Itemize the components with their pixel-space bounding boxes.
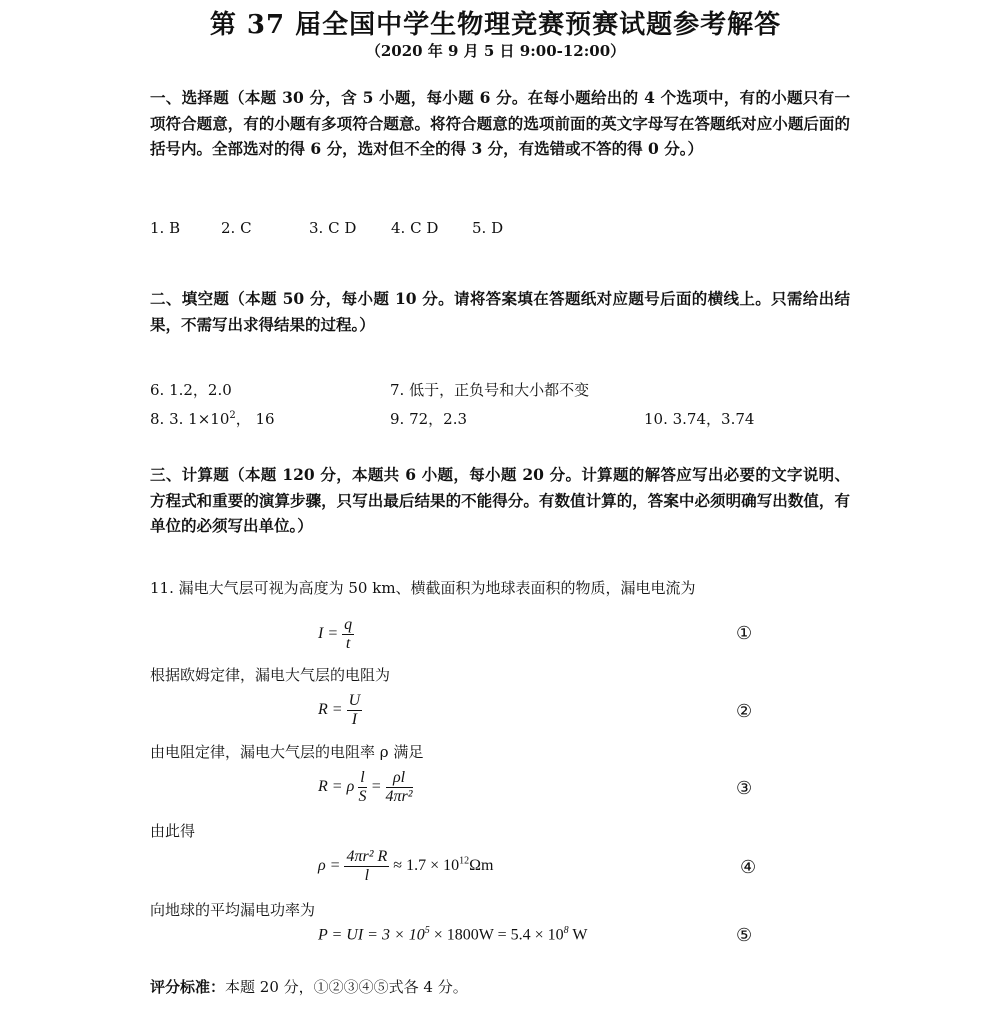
section-1-instructions: 一、选择题（本题 30 分，含 5 小题，每小题 6 分。在每小题给出的 4 个选项中，有的小题只有一项符合题意，有的小题有多项符合题意。将符合题意的选项前面的英文字母写在答题纸对应小题后面的括号内。全部选对的得 6 分，选对但不全的得 3 分，有选错或不答的得 0 分。） bbox=[150, 88, 850, 158]
equation-marker-1: ① bbox=[736, 623, 753, 644]
answer-4: 4. C D bbox=[391, 219, 439, 237]
exam-date: （2020 年 9 月 5 日 9:00-12:00） bbox=[365, 42, 626, 60]
section-3-instructions: 三、计算题（本题 120 分，本题共 6 小题，每小题 20 分。计算题的解答应写出必要的文字说明、方程式和重要的演算步骤，只写出最后结果的不能得分。有数值计算的，答案中必须明确写出数值，有单位的必须写出单位。） bbox=[150, 465, 850, 535]
answer-7: 7. 低于，正负号和大小都不变 bbox=[390, 381, 590, 399]
answer-6: 6. 1.2，2.0 bbox=[150, 381, 232, 399]
page-title: 第 37 届全国中学生物理竞赛预赛试题参考解答 bbox=[209, 10, 782, 40]
answer-8: 8. 3. $1\times 10^2$， 16 bbox=[150, 410, 275, 428]
scoring-text: 本题 20 分，①②③④⑤式各 4 分。 bbox=[225, 978, 468, 996]
answer-10: 10. 3.74，3.74 bbox=[644, 410, 755, 428]
equation-5: P = UI = $3 \times 10^5 \times 1800W = 5.4 \times 10^8$ W bbox=[318, 925, 588, 944]
problem-11-intro: 11. 漏电大气层可视为高度为 50 km、横截面积为地球表面积的物质，漏电电流为 bbox=[150, 579, 696, 597]
equation-3: R = ρ $\frac{l}{S}$ = $\frac{\rho l}{\text{4πr²}}$ bbox=[318, 769, 413, 805]
equation-marker-3: ③ bbox=[736, 778, 753, 799]
equation-1: I = $\frac{q}{t}$ bbox=[318, 616, 353, 652]
answer-5: 5. D bbox=[472, 219, 504, 237]
equation-4: ρ = $\frac{\text{4πr² R}}{l}$ ≈ $1.7 \times 10^{12}\Omega m$ bbox=[318, 848, 494, 884]
equation-marker-2: ② bbox=[736, 701, 753, 722]
section-2-instructions: 二、填空题（本题 50 分，每小题 10 分。请将答案填在答题纸对应题号后面的横线上。只需给出结果，不需写出求得结果的过程。） bbox=[150, 289, 850, 334]
problem-11-hence: 由此得 bbox=[150, 822, 196, 840]
answer-3: 3. C D bbox=[309, 219, 357, 237]
problem-11-ohm-law: 根据欧姆定律，漏电大气层的电阻为 bbox=[150, 666, 391, 684]
answer-2: 2. C bbox=[221, 219, 252, 237]
equation-2: R = $\frac{U}{I}$ bbox=[318, 692, 361, 728]
scoring-criteria bbox=[150, 976, 468, 997]
answer-1: 1. B bbox=[150, 219, 181, 237]
equation-marker-5: ⑤ bbox=[736, 925, 753, 946]
equation-marker-4: ④ bbox=[740, 857, 757, 878]
problem-11-resistivity-law: 由电阻定律，漏电大气层的电阻率 ρ 满足 bbox=[150, 743, 424, 761]
answer-9: 9. 72，2.3 bbox=[390, 410, 468, 428]
scoring-label: 评分标准： bbox=[150, 978, 226, 996]
problem-11-power: 向地球的平均漏电功率为 bbox=[150, 901, 316, 919]
